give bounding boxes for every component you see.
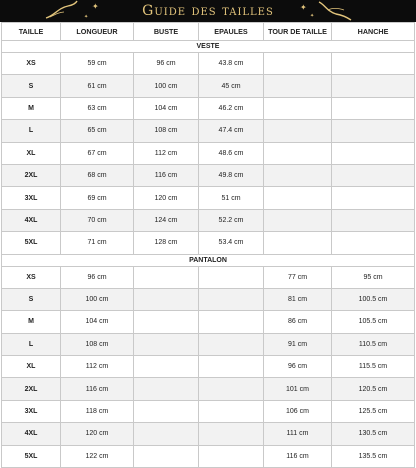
size-cell: S (2, 75, 61, 97)
table-cell: 108 cm (134, 120, 199, 142)
size-cell: XL (2, 142, 61, 164)
table-row (2, 423, 415, 445)
table-cell (264, 187, 332, 209)
size-cell: 3XL (2, 400, 61, 422)
size-cell: 2XL (2, 378, 61, 400)
table-cell: 100 cm (61, 288, 134, 310)
table-cell (332, 164, 415, 186)
table-cell: 47.4 cm (199, 120, 264, 142)
table-cell: 111 cm (264, 423, 332, 445)
table-cell: 81 cm (264, 288, 332, 310)
table-cell: 63 cm (61, 97, 134, 119)
table-cell (264, 75, 332, 97)
table-cell (264, 209, 332, 231)
column-header: TOUR DE TAILLE (264, 23, 332, 41)
table-cell: 116 cm (134, 164, 199, 186)
table-row (2, 53, 415, 75)
table-row (2, 142, 415, 164)
size-cell: 5XL (2, 445, 61, 467)
table-cell: 104 cm (61, 311, 134, 333)
section-row (2, 254, 415, 266)
table-cell (332, 53, 415, 75)
table-cell (199, 400, 264, 422)
table-row (2, 75, 415, 97)
table-cell (332, 209, 415, 231)
table-cell (199, 288, 264, 310)
table-cell (134, 288, 199, 310)
table-cell: 128 cm (134, 232, 199, 254)
size-cell: 4XL (2, 209, 61, 231)
table-row (2, 120, 415, 142)
table-cell: 61 cm (61, 75, 134, 97)
table-cell (134, 266, 199, 288)
table-row (2, 209, 415, 231)
star-icon: ✦ (84, 14, 89, 20)
table-cell: 104 cm (134, 97, 199, 119)
table-cell: 43.8 cm (199, 53, 264, 75)
table-cell (264, 164, 332, 186)
table-cell (332, 232, 415, 254)
star-icon: ✦ (92, 2, 99, 11)
table-cell: 106 cm (264, 400, 332, 422)
table-cell: 100 cm (134, 75, 199, 97)
table-cell (332, 97, 415, 119)
table-cell (134, 356, 199, 378)
table-row (2, 311, 415, 333)
column-header: HANCHE (332, 23, 415, 41)
size-cell: 2XL (2, 164, 61, 186)
table-cell: 67 cm (61, 142, 134, 164)
gold-swirl-right-icon (318, 0, 352, 22)
table-cell: 59 cm (61, 53, 134, 75)
size-cell: XL (2, 356, 61, 378)
table-cell (199, 266, 264, 288)
table-row (2, 333, 415, 355)
table-cell: 91 cm (264, 333, 332, 355)
table-cell: 53.4 cm (199, 232, 264, 254)
table-row (2, 356, 415, 378)
size-cell: S (2, 288, 61, 310)
table-row (2, 97, 415, 119)
table-cell: 100.5 cm (332, 288, 415, 310)
table-cell: 112 cm (134, 142, 199, 164)
star-icon: ✦ (300, 3, 307, 12)
size-cell: M (2, 311, 61, 333)
section-title: VESTE (2, 41, 415, 53)
table-cell: 135.5 cm (332, 445, 415, 467)
table-cell: 46.2 cm (199, 97, 264, 119)
header-row (2, 23, 415, 41)
size-cell: 4XL (2, 423, 61, 445)
size-cell: XS (2, 266, 61, 288)
table-cell: 77 cm (264, 266, 332, 288)
column-header: LONGUEUR (61, 23, 134, 41)
table-cell (264, 97, 332, 119)
table-cell (264, 53, 332, 75)
table-cell (332, 187, 415, 209)
table-row (2, 378, 415, 400)
table-cell: 49.8 cm (199, 164, 264, 186)
star-icon: ✦ (310, 13, 315, 19)
table-row (2, 445, 415, 467)
table-row (2, 400, 415, 422)
size-cell: 5XL (2, 232, 61, 254)
size-guide-table (1, 22, 415, 468)
table-cell (134, 445, 199, 467)
table-row (2, 266, 415, 288)
table-cell: 86 cm (264, 311, 332, 333)
table-cell (264, 120, 332, 142)
table-cell: 120.5 cm (332, 378, 415, 400)
table-row (2, 232, 415, 254)
title-banner (0, 0, 416, 22)
table-cell: 124 cm (134, 209, 199, 231)
table-cell: 65 cm (61, 120, 134, 142)
table-cell: 68 cm (61, 164, 134, 186)
section-title: PANTALON (2, 254, 415, 266)
table-cell (332, 75, 415, 97)
size-cell: 3XL (2, 187, 61, 209)
table-cell: 101 cm (264, 378, 332, 400)
table-cell (199, 356, 264, 378)
table-cell (134, 311, 199, 333)
page-title: Guide des tailles (142, 3, 274, 19)
table-cell: 51 cm (199, 187, 264, 209)
table-cell (199, 445, 264, 467)
table-cell: 120 cm (134, 187, 199, 209)
table-cell: 116 cm (264, 445, 332, 467)
table-cell: 45 cm (199, 75, 264, 97)
table-cell: 69 cm (61, 187, 134, 209)
table-cell: 105.5 cm (332, 311, 415, 333)
table-cell: 118 cm (61, 400, 134, 422)
size-cell: M (2, 97, 61, 119)
table-cell: 95 cm (332, 266, 415, 288)
table-cell: 96 cm (134, 53, 199, 75)
table-cell: 70 cm (61, 209, 134, 231)
table-cell (264, 232, 332, 254)
table-cell: 120 cm (61, 423, 134, 445)
section-row (2, 41, 415, 53)
size-cell: L (2, 120, 61, 142)
table-row (2, 187, 415, 209)
table-cell (199, 378, 264, 400)
column-header: EPAULES (199, 23, 264, 41)
table-cell: 52.2 cm (199, 209, 264, 231)
table-cell (199, 423, 264, 445)
table-cell: 122 cm (61, 445, 134, 467)
table-cell: 48.6 cm (199, 142, 264, 164)
table-cell: 116 cm (61, 378, 134, 400)
size-cell: L (2, 333, 61, 355)
table-cell (134, 400, 199, 422)
table-cell (199, 333, 264, 355)
size-cell: XS (2, 53, 61, 75)
column-header: TAILLE (2, 23, 61, 41)
table-cell (332, 120, 415, 142)
table-cell: 115.5 cm (332, 356, 415, 378)
table-cell: 96 cm (61, 266, 134, 288)
table-row (2, 288, 415, 310)
table-cell (134, 333, 199, 355)
column-header: BUSTE (134, 23, 199, 41)
table-cell (332, 142, 415, 164)
table-cell (134, 378, 199, 400)
table-cell: 130.5 cm (332, 423, 415, 445)
table-row (2, 164, 415, 186)
table-cell: 112 cm (61, 356, 134, 378)
table-cell: 71 cm (61, 232, 134, 254)
table-cell: 125.5 cm (332, 400, 415, 422)
table-cell: 110.5 cm (332, 333, 415, 355)
table-cell (134, 423, 199, 445)
table-cell (199, 311, 264, 333)
table-cell: 96 cm (264, 356, 332, 378)
table-cell: 108 cm (61, 333, 134, 355)
table-cell (264, 142, 332, 164)
